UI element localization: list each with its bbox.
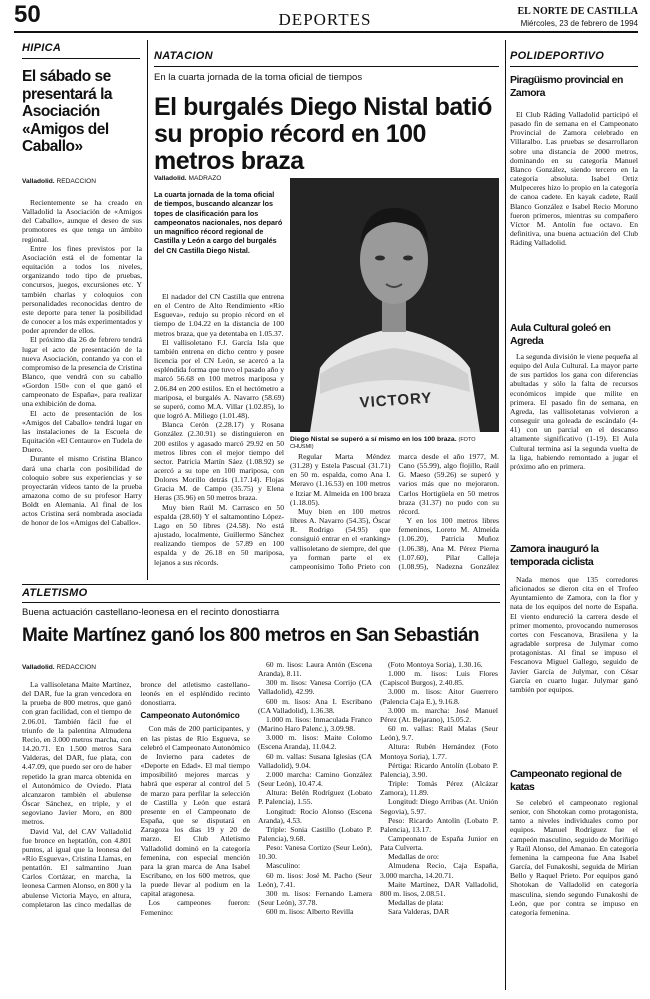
section-rule (22, 58, 140, 59)
atletismo-body (22, 680, 250, 990)
paragraph: Con más de 200 participantes, y en las pistas de Río Esgueva, se celebró el Campeonato Autonómico de Invierno para cadetes de «Deporte en Edad». El mal tiempo imposibilitó mejores marcas y habrá que esperar al control del 5 de marzo para perfilar la selección de Castilla y León que estará presente en el Campeonato de España, que se disputará en Zaragoza los días 19 y 20 de marzo. El Club Atletismo Valladolid dominó en la categoría femenina, con especial mención para la gran marca de Ana Isabel Escribano, en los 600 metros, que la puede llevar al podium en la capital aragonesa. (140, 724, 250, 899)
atletismo-section-label: ATLETISMO (22, 587, 88, 599)
result-line: 3.000 m. lisos: Aitor Guerrero (Palencia Caja E.), 9.16.8. (380, 687, 498, 706)
atletismo-results-col3 (258, 660, 372, 990)
byline-place: Valladolid. (22, 178, 55, 185)
result-line: 60 m. vallas: Susana Iglesias (CA Valladolid), 9.04. (258, 751, 372, 770)
result-line: Longitud: Diego Arribas (At. Unión Segovia), 5.97. (380, 797, 498, 816)
poli-body-3: Nada menos que 135 corredores aficionados se dieron cita en el Trofeo Ayuntamiento de Zamora, con la flor y nata de los equipos del norte de España. El viento endureció la carrera desde el primer momento, provocando numerosos cortes con Fescanova, Brasilena y la agradable sorpresa de Julymar como protagonistas. Al final se impuso el Fescanova Miguel Gallego, seguido de Javier García de Julymar, con César García en cuarto lugar. Julymar ganó también por equipos. (510, 575, 638, 694)
result-line: Sara Valderas, DAR (388, 907, 450, 917)
paragraph: David Val, del CAV Valladolid fue bronce en heptatlón, con 4.801 puntos, al igual que la leonesa del «Río Esgueva», Cristina Llamas, en pentatlón. El salmantino Juan Carlos Cortázar, en marcha, la leonesa Carmen Alonso, en 800 y la abulense Victoria Mayo, en altura, completaron las cinco medallas de bronce del atletismo castellano-leonés en el espléndido recinto donostiarra. (22, 680, 250, 909)
result-line: Masculino: (266, 861, 301, 871)
section-rule (22, 602, 500, 603)
caption-text: Diego Nistal se superó a sí mismo en los 100 braza. (290, 436, 457, 443)
column-divider (505, 40, 506, 990)
section-rule (154, 66, 499, 67)
natacion-headline: El burgalés Diego Nistal batió su propio récord en 100 metros braza (154, 93, 492, 175)
natacion-section-label: NATACION (154, 50, 213, 62)
paragraph: Entre los fines previstos por la Asociación está el de fomentar la equitación a todos los niveles, organizando todo tipo de pruebas, concursos, juegos, excursiones etc. Y también charlas y coloquios con personalidades reconocidas dentro de este deporte para tener la posibilidad de conocer a los más experimentados y poder aprender de ellos. (22, 243, 142, 336)
byline-place: Valladolid. (22, 664, 55, 671)
result-line: Medallas de plata: (388, 898, 444, 908)
result-line: 300 m. lisos: Vanesa Corrijo (CA Valladolid), 42.99. (258, 678, 372, 697)
hipica-body (22, 198, 142, 582)
result-line: 1.000 m. lisos: Luis Flores (Capiscol Burgos), 2.40.85. (380, 669, 498, 688)
paper-name: EL NORTE DE CASTILLA (517, 6, 638, 17)
section-rule (510, 66, 638, 67)
result-line: 3.000 m. lisos: Maite Colomo (Escena Aranda), 11.04.2. (258, 733, 372, 752)
swimmer-photo (290, 178, 499, 432)
result-line: 3.000 m. marcha: José Manuel Pérez (At. Bejarano), 15.05.2. (380, 705, 498, 724)
result-line: Pértiga: Ricardo Antolín (Lobato P. Palencia), 3.90. (380, 760, 498, 779)
result-line: Medallas de oro: (388, 852, 440, 862)
result-line: 60 m. lisos: José M. Pacho (Seur León), 7.41. (258, 870, 372, 889)
result-line: 60 m. lisos: Laura Antón (Escena Aranda), 8.11. (258, 660, 372, 679)
polideportivo-section-label: POLIDEPORTIVO (510, 50, 605, 62)
atletismo-headline: Maite Martínez ganó los 800 metros en San Sebastián (22, 625, 480, 646)
paragraph: El vallisoletano F.J. García Isla que también entrena en dicho centro y posee licencia por el CN León, se acercó a la espléndida forma que tuvo el pasado año y marcó 56.68 en 100 metros mariposa y 2.06.84 en 200 estilos. En el hectómetro a mariposa, el burgalés A. Navarro (58.69) se superó, como M.A. Villar (1.02.85), lo que logró A. Miliego (1.01.48). (154, 337, 284, 421)
result-line: Altura: Rubén Hernández (Foto Montoya Soria), 1.77. (380, 742, 498, 761)
paragraph: El nadador del CN Castilla que entrena en el Centro de Alto Rendimiento «Río Esgueva», redujo su propio récord en el tiempo de 1.04.22 en la distancia de 100 metros braza, que ya detentaba en 1.05.37. (154, 292, 284, 338)
issue-date: Miércoles, 23 de febrero de 1994 (520, 19, 638, 28)
paragraph: La vallisoletana Maite Martínez, del DAR, fue la gran vencedora en la prueba de 800 metros, que ganó con gran facilidad, con el tiempo de 2.06.01. También fácil fue el triunfo de la palentina Almudena Recio, en 3.000 metros marcha, con 14.20.71. En 1.500 metros Sara Valderas, del DAR, fue plata, con 4.47.09, que puedo ser oro de haber repetido la gran marca obtenida en el Autonómico de Oviedo. Plata alcanzaron también el abulense Óscar Sánchez, en triple, y el segoviano Javier Moro, en 800 metros. (22, 680, 132, 827)
hipica-byline (22, 178, 142, 185)
result-line: 1.000 m. lisos: Inmaculada Franco (Marino Haro Palenc.), 3.09.98. (258, 714, 372, 734)
paragraph: Regular Marta Méndez (31.28) y Estela Pascual (31.71) en 50 m. espalda, como Ana I. Meravo (1.16.53) en 100 metros e Itziar M. Almeida en 100 braza (1.18.05). (290, 452, 391, 507)
paragraph: Muy bien Raúl M. Carrasco en 50 espalda (28.60) Y el saltamontino López-Lago en 50 libres (24.58). No está ajustado, localmente, Guillermo Sánchez realizando tiempos de 57.89 en 100 espalda y de 26.18 en 50 mariposa, lejanos a sus récords. (154, 502, 284, 567)
photo-credit: (FOTO CHUSMI) (290, 437, 476, 450)
poli-body-1: El Club Ráding Valladolid participó el pasado fin de semana en el Campeonato Provincial de Zamora celebrado en Villaralbo. Las pruebas se desarrollaron sobre una distancia de 2000 metros, dominando en su categoría Manuel Blanco González, siendo tercero en la categoría absoluta. Isabel Ortiz Mulpeceres hizo lo propio en la categoría de canoa cadete. En kayak cadete, Raúl Blanco González e Isabel Recio Moruno fueron primeros, mientras su compañero Víctor M. Antolín fue octavo. En definitiva, una buena actuación del Club Ráding Valladolid. (510, 110, 638, 248)
poli-body-2: La segunda división le viene pequeña al equipo del Aula Cultural. La mayor parte de sus partidos los gana con diferencias abultadas y sólo la falta de recursos económicos impide que milite en primera. El pasado fin de semana, en Agreda, las vallisoletanas volvieron a conseguir una goleada de escándalo (4-41) con un parcial en el descanso altamente significativo (1-19). El Aula Cultural termina así la segunda vuelta de la liga, habiendo remontado a jugar el próximo año en primera. (510, 352, 638, 471)
paragraph: El próximo día 26 de febrero tendrá lugar el acto de presentación de la nueva Asociación, contando ya con el compromiso de la presencia de Cristina Blanco, que vendrá con su caballo «Gordon 150» con el que ganó el campeonato de España», para realizar una exhibición de doma. (22, 335, 142, 409)
result-line: 60 m. vallas: Raúl Malas (Seur León), 9.7. (380, 724, 498, 743)
atletismo-byline (22, 664, 142, 671)
result-line: 2.000 marcha: Camino González (Seur León), 10.47.4. (258, 769, 372, 789)
photo-shirt-text: VICTORY (359, 389, 433, 412)
atletismo-results-col4 (380, 660, 498, 990)
section-rule (22, 584, 500, 585)
poli-headline-1: Piragüismo provincial en Zamora (510, 74, 623, 99)
natacion-body-top (154, 292, 284, 579)
result-line: Longitud: Rocío Alonso (Escena Aranda), 4.53. (258, 806, 372, 825)
result-line: Triple: Sonia Castillo (Lobato P. Palencia), 9.68. (258, 824, 372, 843)
paragraph: Recientemente se ha creado en Valladolid la Asociación de «Amigos del Caballo», aunque el deseo de sus promotores es que tenga un ámbito regional. (22, 198, 142, 244)
paragraph: Los campeones fueron: Femenino: (140, 898, 250, 917)
natacion-body-bottom (290, 452, 499, 579)
paragraph: Durante el mismo Cristina Blanco dará una charla con posibilidad de coloquio sobre sus experiencias y se proyectarán vídeos tanto de la prueba amazona como de su profesor Harry Boldt en Alemania. Al final de los actos Cristina será nombrada asociada de honor de los «Amigos del Caballo». (22, 454, 142, 528)
poli-body-4: Se celebró el campeonato regional senior, con Shotokan como protagonista, tanto a niveles individuales como por equipos. Manuel Rodríguez fue el campeón masculino, seguido de Moriñigo y Raúl Alonso, del Amanao. En categoría femenina la campeona fue Ana Isabel García, del Funakoshi, seguida de Mirian Bello y Raquel Prieto. Por equipos ganó Shotokan de Valladolid en categoría masculina, siendo segundo Funakoshi de León, que por contra se impuso en categoría femenina. (510, 798, 638, 917)
result-line: 300 m. lisos: Fernando Lamera (Seur León), 37.78. (258, 888, 372, 908)
column-divider (147, 40, 148, 580)
natacion-kicker: En la cuarta jornada de la toma oficial de tiempos (154, 72, 363, 83)
paragraph: El acto de presentación de los «Amigos del Caballo» tendrá lugar en las instalaciones de la Escuela de Equitación «El Centauro» en Tudela de Duero. (22, 408, 142, 455)
photo-caption (290, 436, 499, 450)
byline-author: REDACCION (56, 178, 97, 185)
paragraph: Blanca Cerón (2.28.17) y Rosana González (2.30.91) se distinguieron en 200 estilos y agasado marcó 29.92 en 50 metros libres con el mejor tiempo del sector. Patricia Martín Sáez (1.08.92) se acercó a su tope en 100 mariposa, con Dolores Morillo detrás (1.17.14). Flojas Gracia M. de Campo (35.75) y Elena Heras (35.96) en 50 metros braza. (154, 420, 284, 503)
byline-author: REDACCION (56, 664, 97, 671)
result-line: Peso: Ricardo Antolín (Lobato P. Palencia), 13.17. (380, 815, 498, 834)
natacion-byline (154, 175, 294, 182)
hipica-headline: El sábado se presentará la Asociación «Amigos del Caballo» (22, 68, 112, 155)
result-line: Campeonato de España Junior en Pata Culverta. (380, 833, 498, 853)
atletismo-kicker: Buena actuación castellano-leonesa en el recinto donostiarra (22, 607, 280, 618)
result-line: Peso: Vanesa Cortizo (Seur León), 10.30. (258, 843, 372, 862)
autonomico-heading: Campeonato Autonómico (140, 711, 240, 721)
poli-headline-4: Campeonato regional de katas (510, 768, 622, 793)
paragraph: Muy bien en 100 metros libres A. Navarro (54.35), Óscar R. Rodrigo (54.95) que consiguió entrar en el «ranking» vallisoletano de siempre, del que ya forman parte el ex campeonísimo Toño Prieto con marca desde el año 1977, M. Cano (55.99), algo flojillo, Raúl G. Maeso (59.26) se superó y varios más que no mejoraron. Carlos Hortigüela en 50 metros braza (31.37) no pudo con su récord. (290, 452, 499, 571)
byline-author: MADRAZO (188, 175, 222, 182)
result-line: 600 m. lisos: Ana I. Escribano (CA Valladolid), 1.36.38. (258, 696, 372, 715)
section-title: DEPORTES (278, 10, 372, 29)
result-line: Altura: Belén Rodríguez (Lobato P. Palencia), 1.55. (258, 788, 372, 807)
hipica-section-label: HIPICA (22, 42, 62, 54)
result-line: Almudena Recio, Caja España, 3.000 marcha, 14.20.71. (380, 861, 498, 880)
result-line: (Foto Montoya Soria), 1.30.16. (388, 660, 483, 669)
masthead-rule (14, 31, 638, 33)
poli-headline-2: Aula Cultural goleó en Agreda (510, 322, 611, 347)
byline-place: Valladolid. (154, 175, 187, 182)
paragraph: Y en los 100 metros libres femeninos, Loreto M. Almeida (1.06.20), Patricia Muñoz (1.06.38), Ana M. Pérez Pierna (1.07.60), Pilar Calleja (1.08.95), Nadezna González (398, 516, 499, 571)
result-line: Triple: Tomás Pérez (Alcázar Zamora), 11.89. (380, 779, 498, 798)
result-line: 600 m. lisos: Alberto Revilla (266, 907, 354, 917)
result-line: Maite Martínez, DAR Valladolid, 800 m. lisos, 2.08.51. (380, 879, 498, 898)
page-number: 50 (14, 1, 41, 28)
natacion-lead: La cuarta jornada de la toma oficial de tiempos, buscando alcanzar los topes de clasificación para los campeonatos nacionales, nos deparó un magnífico récord regional de Castilla y León a cargo del burgalés del CN Castilla Diego Nistal. (154, 190, 283, 255)
poli-headline-3: Zamora inauguró la temporada ciclista (510, 543, 599, 568)
